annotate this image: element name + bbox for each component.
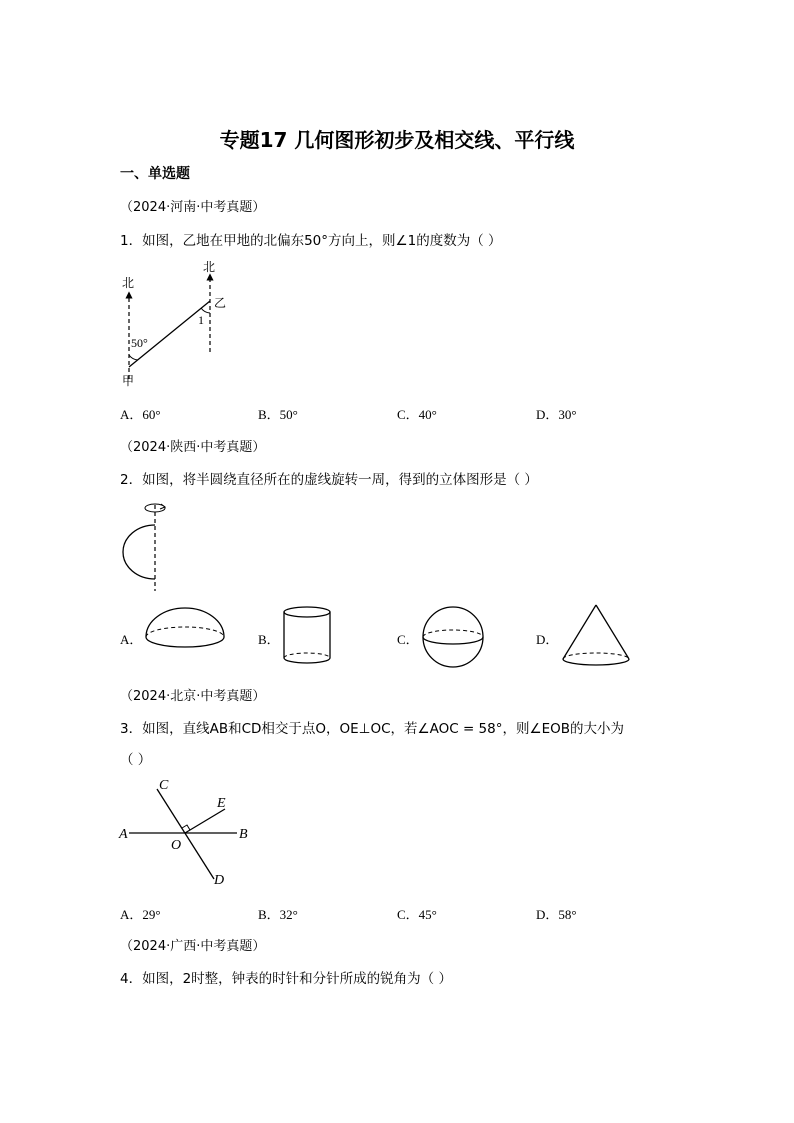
label-C: C <box>159 778 169 793</box>
label-A: A <box>119 827 128 842</box>
question-4-text: 4．如图，2时整，钟表的时针和分针所成的锐角为（ ） <box>120 971 452 987</box>
question-1-source: （2024·河南·中考真题） <box>120 200 266 215</box>
question-2-text: 2．如图，将半圆绕直径所在的虚线旋转一周，得到的立体图形是（ ） <box>120 472 538 488</box>
hemisphere-shape <box>143 607 228 665</box>
label-angle-50: 50° <box>131 336 148 350</box>
label-north-right: 北 <box>203 260 216 274</box>
label-a: 甲 <box>122 374 135 388</box>
question-1-option-b[interactable]: B．50° <box>258 407 298 422</box>
question-2-source: （2024·陕西·中考真题） <box>120 440 266 455</box>
question-1-option-d[interactable]: D．30° <box>536 407 577 422</box>
question-2-option-c[interactable]: C． <box>397 632 419 647</box>
line-CD <box>157 789 214 879</box>
question-3-option-a[interactable]: A．29° <box>120 907 161 922</box>
question-3-option-b[interactable]: B．32° <box>258 907 298 922</box>
label-angle-1: 1 <box>198 313 204 327</box>
section-heading: 一、单选题 <box>120 166 190 182</box>
question-3-option-d[interactable]: D．58° <box>536 907 577 922</box>
cylinder-shape <box>280 604 336 668</box>
question-2-figure <box>115 495 175 595</box>
label-north-left: 北 <box>122 276 135 290</box>
question-1-option-c[interactable]: C．40° <box>397 407 437 422</box>
question-1-text: 1．如图，乙地在甲地的北偏东50°方向上，则∠1的度数为（ ） <box>120 233 502 249</box>
question-3-option-c[interactable]: C．45° <box>397 907 437 922</box>
label-E: E <box>217 796 226 811</box>
label-B: B <box>239 827 248 842</box>
sphere-shape <box>419 605 489 669</box>
label-D: D <box>214 873 225 888</box>
path-line <box>129 301 210 367</box>
question-2-option-b[interactable]: B． <box>258 632 280 647</box>
label-b: 乙 <box>214 296 227 310</box>
label-O: O <box>171 838 182 853</box>
question-1-figure <box>110 255 230 395</box>
question-3-text: 3．如图，直线AB和CD相交于点O，OE⊥OC，若∠AOC = 58°，则∠EOB的大小为 <box>120 721 624 737</box>
angle-arc-50 <box>129 355 138 360</box>
ray-OE <box>185 809 225 833</box>
question-3-source: （2024·北京·中考真题） <box>120 689 266 704</box>
question-2-option-d[interactable]: D． <box>536 632 559 647</box>
question-4-source: （2024·广西·中考真题） <box>120 939 266 954</box>
question-2-option-a[interactable]: A． <box>120 632 143 647</box>
page-title: 专题17 几何图形初步及相交线、平行线 <box>219 128 575 152</box>
cone-shape <box>560 602 634 670</box>
semicircle <box>123 525 155 579</box>
question-3-figure <box>115 775 260 890</box>
question-3-text-cont: （ ） <box>120 752 152 768</box>
question-1-option-a[interactable]: A．60° <box>120 407 161 422</box>
